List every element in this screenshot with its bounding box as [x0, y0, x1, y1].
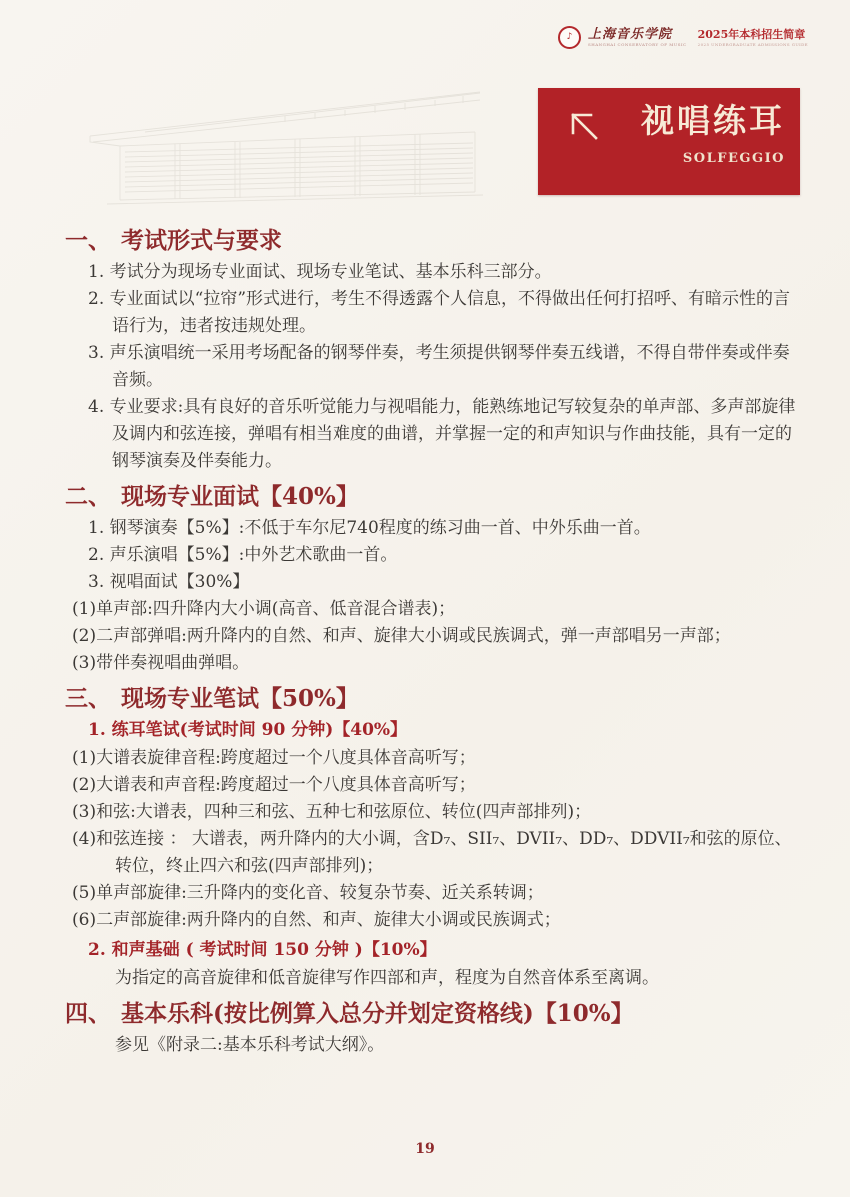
document-body: [0, 226, 850, 1059]
list-item-emphasis: 1. 练耳笔试(考试时间 90 分钟)【40%】: [88, 720, 408, 740]
section-number: 四、: [65, 1000, 111, 1027]
hero-area: [0, 0, 850, 226]
list-item: 4. 专业要求:具有良好的音乐听觉能力与视唱能力，能熟练地记写较复杂的单声部、多声部旋律及调内和弦连接，弹唱有相当难度的曲谱，并掌握一定的和声知识与作曲技能，具有一定的钢琴演奏及伴奏能力。: [88, 397, 796, 471]
list-item: (6)二声部旋律:两升降内的自然、和声、旋律大小调或民族调式；: [72, 910, 561, 930]
list-item: (3)和弦:大谱表，四种三和弦、五种七和弦原位、转位(四声部排列)；: [72, 802, 592, 822]
section-heading-1: [65, 226, 800, 256]
list-item: (2)大谱表和声音程:跨度超过一个八度具体音高听写；: [72, 775, 476, 795]
list-item: (4)和弦连接 ： 大谱表，两升降内的大小调，含D₇、SII₇、DVII₇、DD₇、DDVII₇和弦的原位、转位，终止四六和弦(四声部排列)；: [72, 829, 792, 876]
list-item: 1. 考试分为现场专业面试、现场专业笔试、基本乐科三部分。: [88, 262, 552, 282]
chapter-banner: [538, 88, 800, 195]
section-title: 现场专业笔试【50%】: [121, 685, 359, 712]
section-number: 一、: [65, 227, 111, 254]
list-item: 3. 声乐演唱统一采用考场配备的钢琴伴奏，考生须提供钢琴伴奏五线谱，不得自带伴奏或伴奏音频。: [88, 343, 790, 390]
chapter-subtitle: SOLFEGGIO: [682, 151, 785, 166]
section-number: 三、: [65, 685, 111, 712]
chapter-title: 视唱练耳: [641, 101, 785, 140]
school-name-en: SHANGHAI CONSERVATORY OF MUSIC: [588, 42, 687, 47]
list-item: (1)大谱表旋律音程:跨度超过一个八度具体音高听写；: [72, 748, 476, 768]
section-number: 二、: [65, 483, 111, 510]
list-item: 1. 钢琴演奏【5%】:不低于车尔尼740程度的练习曲一首、中外乐曲一首。: [88, 518, 651, 538]
list-item-emphasis: 2. 和声基础 ( 考试时间 150 分钟 )【10%】: [88, 940, 437, 960]
list-item: 2. 专业面试以“拉帘”形式进行，考生不得透露个人信息，不得做出任何打招呼、有暗示性的言语行为，违者按违规处理。: [88, 289, 791, 336]
doc-title: 2025年本科招生简章: [697, 27, 806, 41]
section-heading-3: [65, 684, 800, 714]
school-name: 上海音乐学院: [588, 27, 673, 42]
list-item: 3. 视唱面试【30%】: [88, 572, 250, 592]
list-item: (5)单声部旋律:三升降内的变化音、较复杂节奏、近关系转调；: [72, 883, 544, 903]
list-item: (2)二声部弹唱:两升降内的自然、和声、旋律大小调或民族调式，弹一声部唱另一声部；: [72, 626, 731, 646]
list-item: (1)单声部:四升降内大小调(高音、低音混合谱表)；: [72, 599, 456, 619]
page-number: 19: [415, 1141, 435, 1157]
section-title: 现场专业面试【40%】: [121, 483, 359, 510]
building-sketch: [85, 82, 485, 212]
section-heading-2: [65, 482, 800, 512]
list-item: 参见《附录二:基本乐科考试大纲》。: [115, 1035, 385, 1055]
list-item: (3)带伴奏视唱曲弹唱。: [72, 653, 250, 673]
list-item: 2. 声乐演唱【5%】:中外艺术歌曲一首。: [88, 545, 398, 565]
school-seal-logo-icon: ♪: [558, 26, 581, 49]
banner-text-block: [641, 101, 785, 166]
section-title: 考试形式与要求: [121, 227, 282, 254]
doc-title-en: 2025 UNDERGRADUATE ADMISSIONS GUIDE: [697, 41, 808, 47]
section-heading-4: [65, 999, 800, 1029]
section-title: 基本乐科(按比例算入总分并划定资格线)【10%】: [121, 1000, 634, 1027]
list-item: 为指定的高音旋律和低音旋律写作四部和声，程度为自然音体系至离调。: [115, 968, 659, 988]
arrow-up-left-icon: [564, 106, 604, 146]
